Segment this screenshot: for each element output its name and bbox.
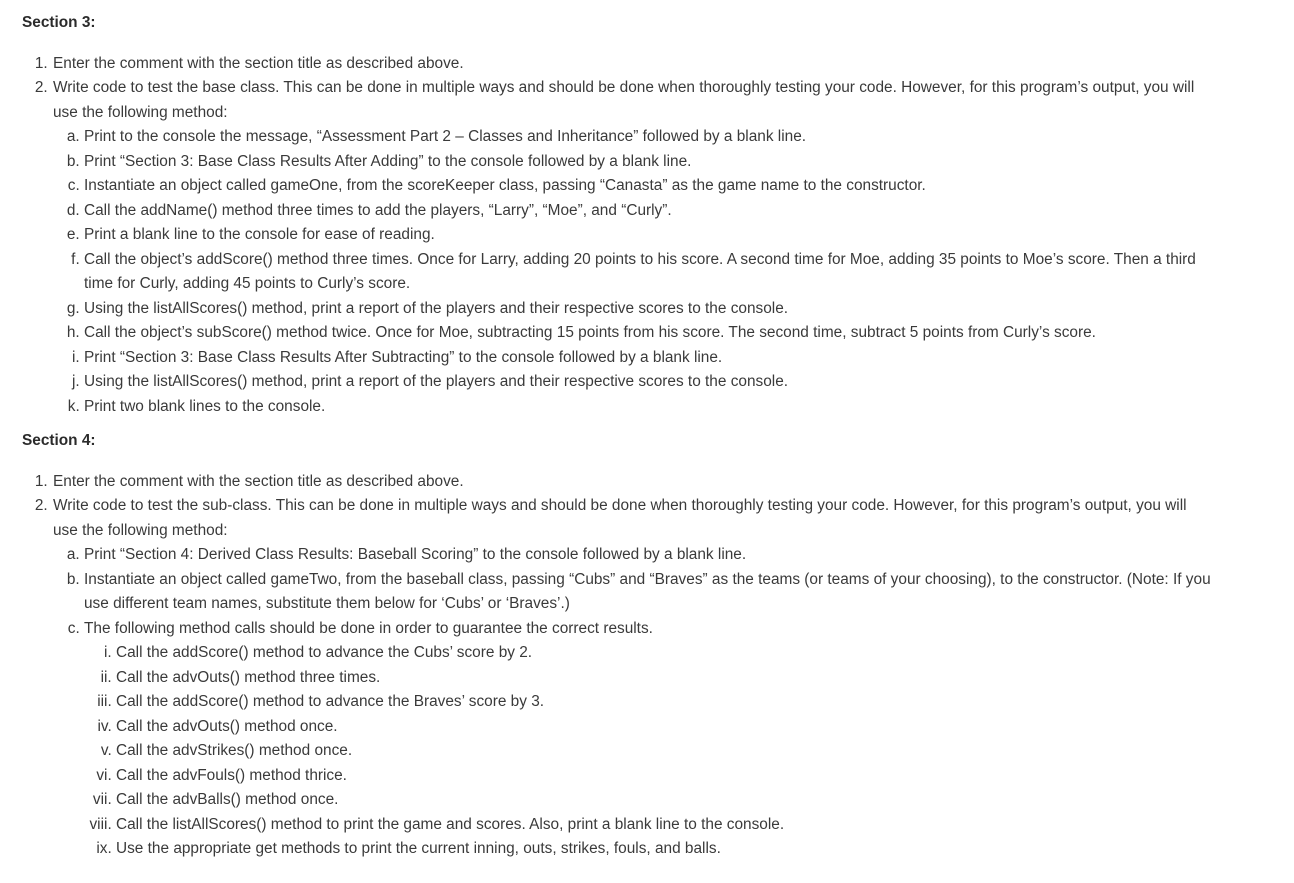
section-3-heading: Section 3: — [22, 14, 96, 31]
list-item: ix. Use the appropriate get methods to print the current inning, outs, strikes, fouls, and balls. — [116, 837, 1246, 862]
section-4-heading: Section 4: — [22, 432, 96, 449]
list-item: 2. Write code to test the sub-class. This can be done in multiple ways and should be done when thoroughly testing your code. However, for this program’s output, you will use the following method: a. Print “Section 4: Derived Class Results: Baseball Scoring” to the console followed by a blank line. b. Instantiate an object called gameTwo, from the baseball class, passing “Cubs” and “Braves” as the teams (or teams of your choosing), to the constructor. (Note: If you use different team names, substitute them below for ‘Cubs’ or ‘Braves’.) c. The following method calls should be done in order to guarantee the correct results. i. Call the addScore() method to advance the Cubs’ score by 2. ii. Call the advOuts() method three times. iii. Call the addScore() method to advance the Braves’ score by 3. iv. Call the advOuts() method once. v. Call the advStrikes() method once. vi. Call the advFouls() method thrice. vii. Call the advBalls() method once. viii. Call the listAllScores() method to print the game and scores. Also, print a blank line to the console. ix. Use the appropriate get methods to print the current inning, outs, strikes, fouls, and balls. — [52, 494, 1203, 862]
list-item: ii. Call the advOuts() method three times. — [116, 666, 1246, 691]
section-3-list — [22, 52, 1294, 420]
list-item: v. Call the advStrikes() method once. — [116, 739, 1246, 764]
section-3-steps — [53, 125, 1203, 419]
list-item: c. Instantiate an object called gameOne, from the scoreKeeper class, passing “Canasta” as the game name to the constructor. — [84, 174, 1214, 199]
list-item: 1. Enter the comment with the section title as described above. — [52, 52, 1294, 77]
list-item: iii. Call the addScore() method to advance the Braves’ score by 3. — [116, 690, 1246, 715]
list-item: iv. Call the advOuts() method once. — [116, 715, 1246, 740]
list-item: 1. Enter the comment with the section title as described above. — [52, 470, 1294, 495]
list-item: vii. Call the advBalls() method once. — [116, 788, 1246, 813]
list-item: i. Print “Section 3: Base Class Results After Subtracting” to the console followed by a blank line. — [84, 346, 1214, 371]
list-item: b. Print “Section 3: Base Class Results After Adding” to the console followed by a blank line. — [84, 150, 1214, 175]
list-item: a. Print to the console the message, “Assessment Part 2 – Classes and Inheritance” followed by a blank line. — [84, 125, 1214, 150]
list-item: c. The following method calls should be done in order to guarantee the correct results. i. Call the addScore() method to advance the Cubs’ score by 2. ii. Call the advOuts() method three times. iii. Call the addScore() method to advance the Braves’ score by 3. iv. Call the advOuts() method once. v. Call the advStrikes() method once. vi. Call the advFouls() method thrice. vii. Call the advBalls() method once. viii. Call the listAllScores() method to print the game and scores. Also, print a blank line to the console. ix. Use the appropriate get methods to print the current inning, outs, strikes, fouls, and balls. — [84, 617, 1214, 862]
list-item: e. Print a blank line to the console for ease of reading. — [84, 223, 1214, 248]
section-4-substeps — [84, 641, 1214, 862]
list-item: 2. Write code to test the base class. This can be done in multiple ways and should be done when thoroughly testing your code. However, for this program’s output, you will use the following method: a. Print to the console the message, “Assessment Part 2 – Classes and Inheritance” followed by a blank line. b. Print “Section 3: Base Class Results After Adding” to the console followed by a blank line. c. Instantiate an object called gameOne, from the scoreKeeper class, passing “Canasta” as the game name to the constructor. d. Call the addName() method three times to add the players, “Larry”, “Moe”, and “Curly”. e. Print a blank line to the console for ease of reading. f. Call the object’s addScore() method three times. Once for Larry, adding 20 points to his score. A second time for Moe, adding 35 points to Moe’s score. Then a third time for Curly, adding 45 points to Curly’s score. g. Using the listAllScores() method, print a report of the players and their respective scores to the console. h. Call the object’s subScore() method twice. Once for Moe, subtracting 15 points from his score. The second time, subtract 5 points from Curly’s score. i. Print “Section 3: Base Class Results After Subtracting” to the console followed by a blank line. j. Using the listAllScores() method, print a report of the players and their respective scores to the console. k. Print two blank lines to the console. — [52, 76, 1203, 419]
list-item: i. Call the addScore() method to advance the Cubs’ score by 2. — [116, 641, 1246, 666]
list-item: g. Using the listAllScores() method, print a report of the players and their respective scores to the console. — [84, 297, 1214, 322]
list-item: b. Instantiate an object called gameTwo, from the baseball class, passing “Cubs” and “Braves” as the teams (or teams of your choosing), to the constructor. (Note: If you use different team names, substitute them below for ‘Cubs’ or ‘Braves’.) — [84, 568, 1214, 617]
list-item: vi. Call the advFouls() method thrice. — [116, 764, 1246, 789]
list-item: f. Call the object’s addScore() method three times. Once for Larry, adding 20 points to his score. A second time for Moe, adding 35 points to Moe’s score. Then a third time for Curly, adding 45 points to Curly’s score. — [84, 248, 1214, 297]
section-4-steps — [53, 543, 1211, 862]
list-item: d. Call the addName() method three times to add the players, “Larry”, “Moe”, and “Curly”. — [84, 199, 1214, 224]
list-item: k. Print two blank lines to the console. — [84, 395, 1214, 420]
section-4-list — [22, 470, 1294, 862]
list-item: j. Using the listAllScores() method, print a report of the players and their respective scores to the console. — [84, 370, 1214, 395]
list-item: a. Print “Section 4: Derived Class Results: Baseball Scoring” to the console followed by a blank line. — [84, 543, 1214, 568]
list-item: viii. Call the listAllScores() method to print the game and scores. Also, print a blank line to the console. — [116, 813, 1246, 838]
list-item: h. Call the object’s subScore() method twice. Once for Moe, subtracting 15 points from his score. The second time, subtract 5 points from Curly’s score. — [84, 321, 1214, 346]
